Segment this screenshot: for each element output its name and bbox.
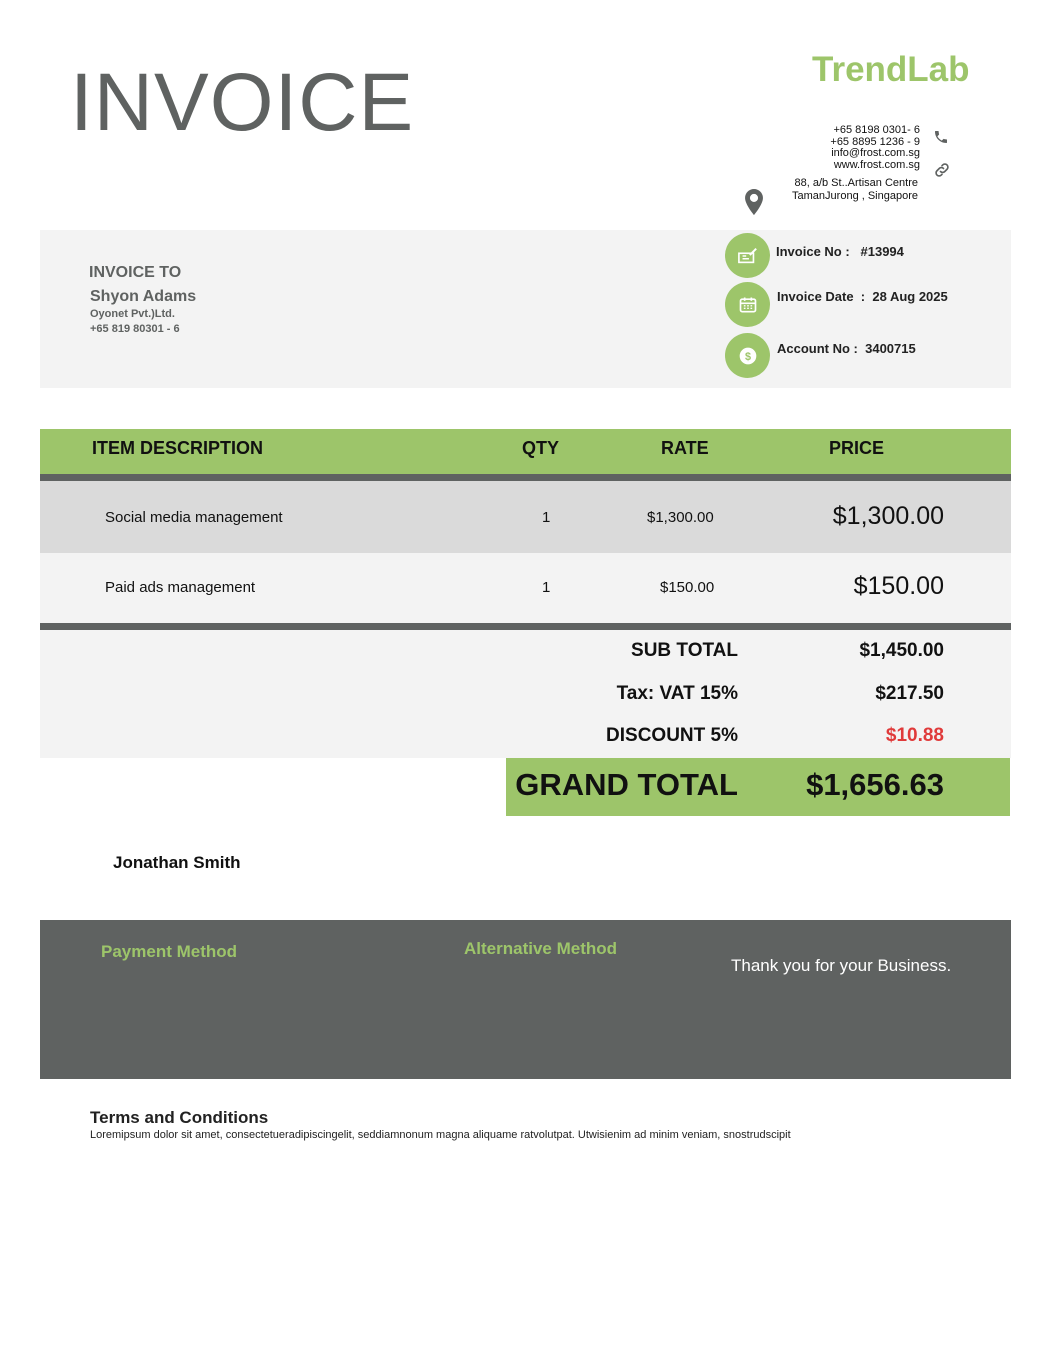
- phone-2: +65 8895 1236 - 9: [830, 136, 920, 148]
- tax-value: $217.50: [875, 683, 944, 704]
- tax-label: Tax: VAT 15%: [616, 683, 738, 704]
- grand-total-value: $1,656.63: [806, 767, 944, 802]
- client-name: Shyon Adams: [90, 288, 197, 305]
- client-phone: +65 819 80301 - 6: [90, 323, 180, 335]
- table-footer-divider: [40, 623, 1011, 630]
- address-line-1: 88, a/b St..Artisan Centre: [794, 177, 918, 189]
- row-price: $150.00: [853, 572, 944, 600]
- address-line-2: TamanJurong , Singapore: [792, 190, 918, 202]
- client-company: Oyonet Pvt.)Ltd.: [90, 308, 175, 320]
- row-qty: 1: [542, 509, 551, 526]
- header-price: PRICE: [829, 438, 885, 458]
- brand-logo: TrendLab: [812, 50, 970, 89]
- payment-method-label: Payment Method: [101, 942, 238, 961]
- discount-value: $10.88: [885, 725, 944, 746]
- alternative-method-label: Alternative Method: [464, 939, 618, 958]
- header-rate: RATE: [661, 438, 709, 458]
- terms-heading: Terms and Conditions: [90, 1108, 269, 1127]
- subtotal-label: SUB TOTAL: [631, 640, 738, 661]
- row-rate: $1,300.00: [647, 509, 714, 526]
- row-price: $1,300.00: [832, 502, 944, 530]
- invoice-title: INVOICE: [70, 57, 415, 148]
- row-description: Social media management: [105, 509, 283, 526]
- calendar-icon: [725, 282, 770, 327]
- account-number: Account No : 3400715: [777, 341, 916, 356]
- thank-you-message: Thank you for your Business.: [731, 956, 952, 975]
- signer-name: Jonathan Smith: [113, 853, 241, 872]
- invoice-date: Invoice Date : 28 Aug 2025: [777, 289, 948, 304]
- row-qty: 1: [542, 579, 551, 596]
- row-rate: $150.00: [660, 579, 715, 596]
- dollar-icon: [725, 333, 770, 378]
- link-icon: [933, 161, 951, 179]
- terms-text: Loremipsum dolor sit amet, consectetueradipiscingelit, seddiamnonum magna aliquame ratvolutpat. Utwisienim ad minim veniam, snostrudscipit: [90, 1129, 791, 1141]
- svg-text:$: $: [744, 350, 751, 363]
- website[interactable]: www.frost.com.sg: [833, 159, 920, 171]
- grand-total-label: GRAND TOTAL: [515, 767, 738, 802]
- table-header-divider: [40, 474, 1011, 481]
- invoice-number-icon: [725, 233, 770, 278]
- email[interactable]: info@frost.com.sg: [831, 147, 920, 159]
- subtotal-value: $1,450.00: [859, 640, 944, 661]
- header-qty: QTY: [522, 438, 560, 458]
- location-pin-icon: [744, 189, 764, 215]
- invoice-to-label: INVOICE TO: [89, 264, 182, 281]
- row-description: Paid ads management: [105, 579, 256, 596]
- header-item-description: ITEM DESCRIPTION: [92, 438, 264, 458]
- phone-icon: [933, 129, 949, 145]
- phone-1: +65 8198 0301- 6: [833, 124, 920, 136]
- invoice-number: Invoice No : #13994: [776, 244, 904, 259]
- discount-label: DISCOUNT 5%: [606, 725, 738, 746]
